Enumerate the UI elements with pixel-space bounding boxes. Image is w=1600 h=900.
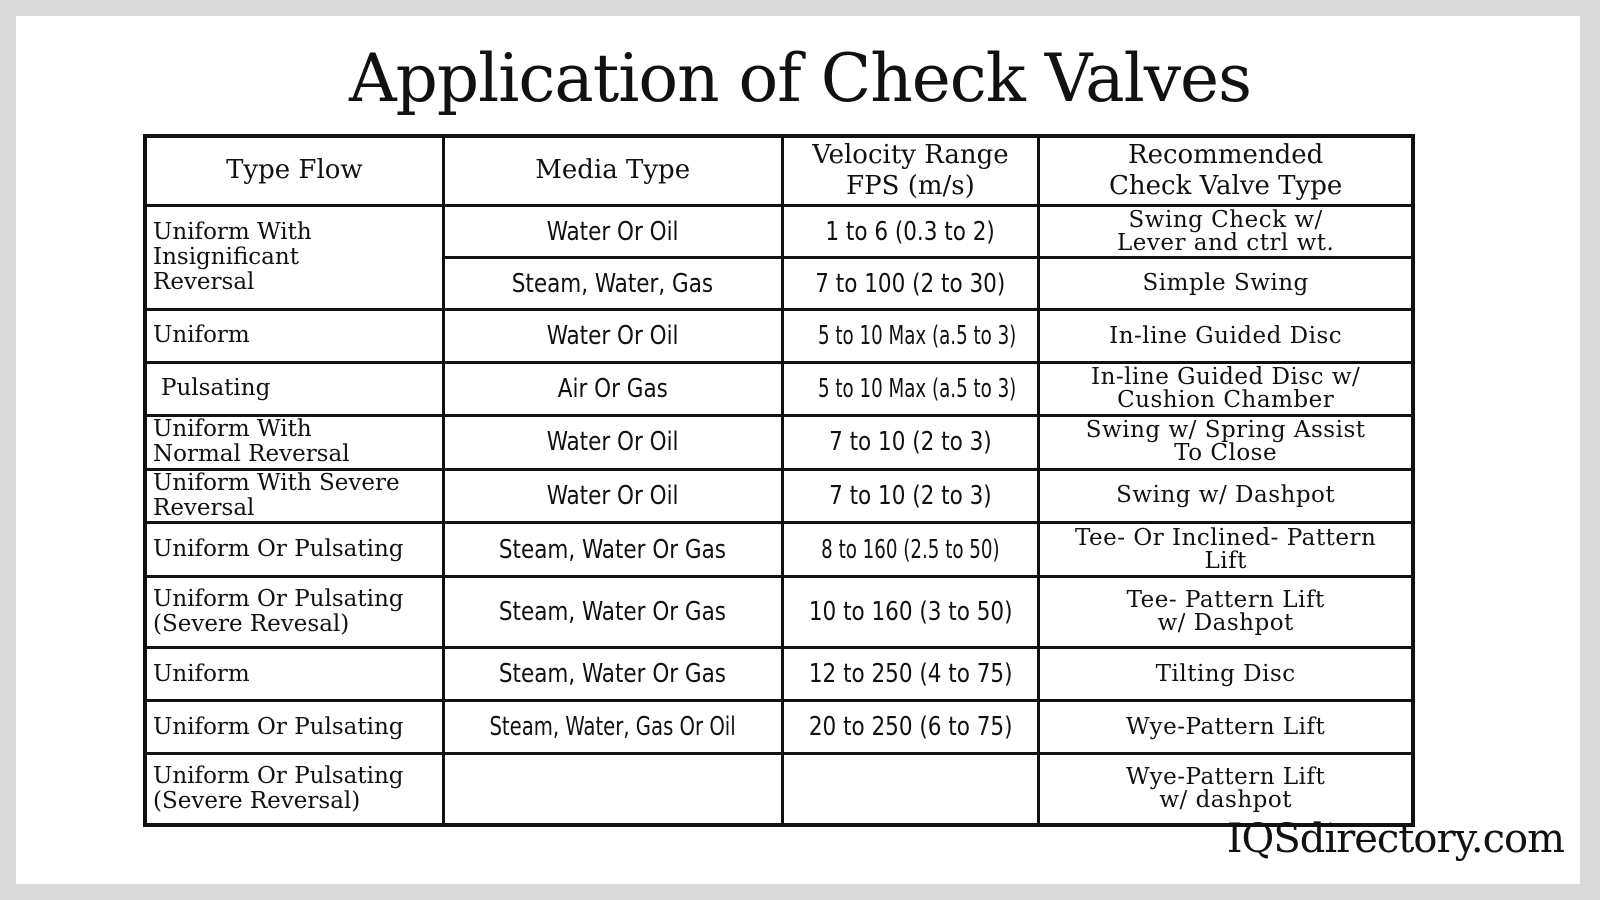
recommended-cell <box>1039 701 1413 754</box>
recommended-text-line: Lever and ctrl wt. <box>1116 229 1335 256</box>
media-text: Water Or Oil <box>546 427 679 458</box>
flow-cell <box>145 754 443 825</box>
velocity-text: 7 to 10 (2 to 3) <box>829 427 992 458</box>
media-text: Water Or Oil <box>546 480 679 511</box>
media-cell <box>443 754 782 825</box>
flow-cell <box>145 523 443 577</box>
velocity-text: 10 to 160 (3 to 50) <box>808 597 1013 628</box>
media-text: Steam, Water, Gas <box>512 268 714 299</box>
media-text: Steam, Water Or Gas <box>499 534 727 565</box>
velocity-cell <box>782 310 1039 363</box>
flow-text-line: Reversal <box>153 494 255 521</box>
media-cell <box>443 416 782 470</box>
table-row <box>145 469 1413 523</box>
media-text: Steam, Water Or Gas <box>499 597 727 628</box>
table-row <box>145 701 1413 754</box>
velocity-cell <box>782 701 1039 754</box>
table-row <box>145 206 1413 258</box>
velocity-text: 20 to 250 (6 to 75) <box>808 712 1013 743</box>
velocity-cell <box>782 258 1039 310</box>
recommended-text-line: Wye-Pattern Lift <box>1126 763 1326 790</box>
flow-cell <box>145 577 443 648</box>
media-cell <box>443 648 782 701</box>
velocity-text: 1 to 6 (0.3 to 2) <box>825 216 996 247</box>
media-cell <box>443 363 782 416</box>
velocity-text: 5 to 10 Max (a.5 to 3) <box>817 374 1016 404</box>
recommended-text-line: Wye-Pattern Lift <box>1126 713 1326 740</box>
flow-cell <box>145 701 443 754</box>
media-cell <box>443 206 782 258</box>
flow-text-line: Uniform With <box>153 218 312 245</box>
flow-text-line: Pulsating <box>161 375 271 402</box>
media-text: Steam, Water Or Gas <box>499 659 727 690</box>
flow-text-line: Uniform With Severe <box>153 469 400 496</box>
header-velocity-line1: Velocity Range <box>812 139 1009 170</box>
header-velocity-range <box>782 136 1039 206</box>
flow-text-line: Reversal <box>153 269 255 296</box>
velocity-cell <box>782 523 1039 577</box>
header-recommended-line1: Recommended <box>1128 139 1324 170</box>
table-header-row <box>145 136 1413 206</box>
flow-cell <box>145 416 443 470</box>
recommended-text-line: Swing Check w/ <box>1128 206 1323 233</box>
check-valve-table <box>143 134 1415 827</box>
recommended-text-line: Tee- Pattern Lift <box>1126 587 1325 614</box>
velocity-cell <box>782 363 1039 416</box>
table-row <box>145 363 1413 416</box>
infographic-canvas <box>16 16 1580 884</box>
media-text: Water Or Oil <box>546 321 679 351</box>
recommended-text-line: In-line Guided Disc w/ <box>1091 364 1361 390</box>
recommended-cell <box>1039 523 1413 577</box>
header-recommended-line2: Check Valve Type <box>1109 171 1343 201</box>
velocity-cell <box>782 577 1039 648</box>
media-cell <box>443 258 782 310</box>
recommended-cell <box>1039 577 1413 648</box>
velocity-cell <box>782 648 1039 701</box>
recommended-text-line: To Close <box>1174 440 1278 467</box>
media-cell <box>443 469 782 523</box>
flow-text-line: (Severe Reversal) <box>153 787 361 814</box>
table-row <box>145 577 1413 648</box>
table-row <box>145 648 1413 701</box>
table-row <box>145 416 1413 470</box>
flow-cell <box>145 363 443 416</box>
flow-text-line: Normal Reversal <box>153 441 350 468</box>
flow-text-line: (Severe Revesal) <box>153 611 350 638</box>
media-text: Steam, Water, Gas Or Oil <box>489 712 736 743</box>
flow-text-line: Uniform With <box>153 416 312 442</box>
recommended-text-line: Cushion Chamber <box>1117 387 1335 413</box>
velocity-cell <box>782 206 1039 258</box>
flow-cell-uniform-insignificant <box>145 206 443 310</box>
recommended-cell <box>1039 416 1413 470</box>
flow-text-line: Uniform <box>153 322 250 349</box>
flow-cell <box>145 469 443 523</box>
recommended-text-line: w/ Dashpot <box>1157 610 1294 637</box>
flow-text-line: Uniform Or Pulsating <box>153 762 404 789</box>
recommended-text-line: Swing w/ Dashpot <box>1116 482 1336 509</box>
velocity-text: 12 to 250 (4 to 75) <box>808 659 1013 690</box>
velocity-text: 7 to 100 (2 to 30) <box>815 268 1006 299</box>
media-cell <box>443 577 782 648</box>
recommended-cell <box>1039 469 1413 523</box>
table-row <box>145 523 1413 577</box>
recommended-text-line: w/ dashpot <box>1159 786 1292 813</box>
recommended-text-line: Simple Swing <box>1142 270 1309 296</box>
flow-text-line: Uniform <box>153 660 250 687</box>
flow-cell <box>145 648 443 701</box>
media-text: Air Or Gas <box>557 374 668 404</box>
media-cell <box>443 310 782 363</box>
media-cell <box>443 523 782 577</box>
recommended-cell <box>1039 363 1413 416</box>
velocity-cell <box>782 754 1039 825</box>
recommended-text-line: In-line Guided Disc <box>1109 322 1343 349</box>
flow-cell <box>145 310 443 363</box>
header-velocity-line2: FPS (m/s) <box>846 171 975 201</box>
flow-text-line: Insignificant <box>153 243 299 270</box>
brand-watermark: IQSdirectory.com <box>1226 816 1564 862</box>
table-row <box>145 754 1413 825</box>
recommended-cell <box>1039 206 1413 258</box>
velocity-text: 7 to 10 (2 to 3) <box>829 480 992 511</box>
recommended-cell <box>1039 258 1413 310</box>
header-recommended-type <box>1039 136 1413 206</box>
recommended-text-line: Swing w/ Spring Assist <box>1085 417 1366 444</box>
velocity-text: 5 to 10 Max (a.5 to 3) <box>817 321 1016 351</box>
recommended-text-line: Lift <box>1204 547 1247 574</box>
media-text: Water Or Oil <box>546 216 679 247</box>
header-type-flow: Type Flow <box>145 136 443 206</box>
velocity-text: 8 to 160 (2.5 to 50) <box>821 534 1000 565</box>
recommended-text-line: Tee- Or Inclined- Pattern <box>1074 524 1377 551</box>
flow-text-line: Uniform Or Pulsating <box>153 585 404 612</box>
recommended-cell <box>1039 310 1413 363</box>
recommended-cell <box>1039 648 1413 701</box>
recommended-cell <box>1039 754 1413 825</box>
velocity-cell <box>782 469 1039 523</box>
velocity-cell <box>782 416 1039 470</box>
recommended-text-line: Tilting Disc <box>1155 660 1296 687</box>
flow-text-line: Uniform Or Pulsating <box>153 713 404 740</box>
page-title: Application of Check Valves <box>349 40 1251 117</box>
flow-text-line: Uniform Or Pulsating <box>153 536 404 563</box>
media-cell <box>443 701 782 754</box>
table-row <box>145 310 1413 363</box>
header-media-type: Media Type <box>443 136 782 206</box>
